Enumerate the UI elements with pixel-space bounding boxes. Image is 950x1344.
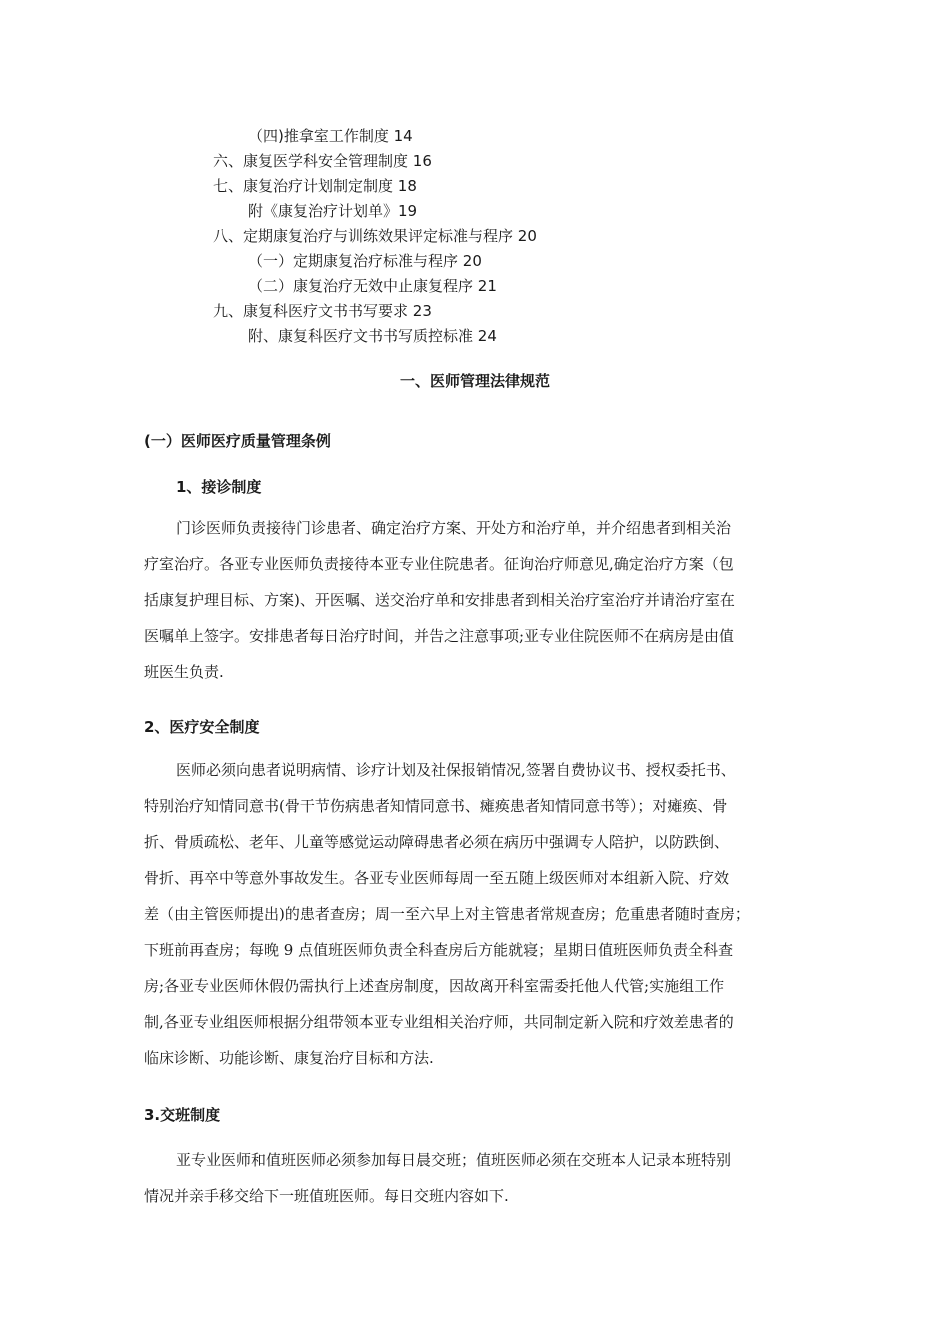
section-title: 一、医师管理法律规范 — [399, 372, 550, 390]
paragraph-medical-safety — [144, 752, 810, 1076]
toc-entry-treatment-plan: 七、康复治疗计划制定制度 18 — [213, 177, 417, 195]
paragraph-shift-handover — [144, 1142, 810, 1214]
item-heading-medical-safety: 2、医疗安全制度 — [144, 718, 260, 736]
paragraph-line: 制,各亚专业组医师根据分组带领本亚专业组相关治疗师，共同制定新入院和疗效差患者的 — [144, 1013, 734, 1031]
paragraph-line: 医师必须向患者说明病情、诊疗计划及社保报销情况,签署自费协议书、授权委托书、 — [176, 761, 736, 779]
paragraph-line: 临床诊断、功能诊断、康复治疗目标和方法. — [144, 1049, 434, 1067]
paragraph-line: 亚专业医师和值班医师必须参加每日晨交班；值班医师必须在交班本人记录本班特别 — [176, 1151, 732, 1169]
paragraph-line: 门诊医师负责接待门诊患者、确定治疗方案、开处方和治疗单，并介绍患者到相关治 — [176, 519, 732, 537]
paragraph-line: 差（由主管医师提出)的患者查房；周一至六早上对主管患者常规查房；危重患者随时查房； — [144, 905, 750, 923]
toc-entry-massage-room: （四)推拿室工作制度 14 — [248, 127, 413, 145]
toc-entry-document-quality-control: 附、康复科医疗文书书写质控标准 24 — [248, 327, 497, 345]
paragraph-line: 房;各亚专业医师休假仍需执行上述查房制度，因故离开科室需委托他人代管;实施组工作 — [144, 977, 725, 995]
paragraph-line: 骨折、再卒中等意外事故发生。各亚专业医师每周一至五随上级医师对本组新入院、疗效 — [144, 869, 730, 887]
toc-entry-evaluation-standards: 八、定期康复治疗与训练效果评定标准与程序 20 — [213, 227, 537, 245]
paragraph-line: 下班前再查房；每晚 9 点值班医师负责全科查房后方能就寝；星期日值班医师负责全科查 — [144, 941, 734, 959]
paragraph-reception — [144, 510, 810, 690]
paragraph-line: 特别治疗知情同意书(骨干节伤病患者知情同意书、瘫痪患者知情同意书等）；对瘫痪、骨 — [144, 797, 728, 815]
toc-entry-document-requirements: 九、康复科医疗文书书写要求 23 — [213, 302, 432, 320]
subsection-title: (一）医师医疗质量管理条例 — [144, 432, 331, 450]
item-heading-shift-handover: 3.交班制度 — [144, 1106, 221, 1124]
toc-entry-periodic-standards: （一）定期康复治疗标准与程序 20 — [248, 252, 482, 270]
paragraph-line: 折、骨质疏松、老年、儿童等感觉运动障碍患者必须在病历中强调专人陪护，以防跌倒、 — [144, 833, 730, 851]
paragraph-line: 班医生负责. — [144, 663, 224, 681]
paragraph-line: 医嘱单上签字。安排患者每日治疗时间，并告之注意事项;亚专业住院医师不在病房是由值 — [144, 627, 735, 645]
paragraph-line: 疗室治疗。各亚专业医师负责接待本亚专业住院患者。征询治疗师意见,确定治疗方案（包 — [144, 555, 734, 573]
toc-entry-safety-management: 六、康复医学科安全管理制度 16 — [213, 152, 432, 170]
paragraph-line: 括康复护理目标、方案)、开医嘱、送交治疗单和安排患者到相关治疗室治疗并请治疗室在 — [144, 591, 735, 609]
toc-entry-treatment-plan-form: 附《康复治疗计划单》19 — [248, 202, 418, 220]
item-heading-reception: 1、接诊制度 — [176, 478, 262, 496]
paragraph-line: 情况并亲手移交给下一班值班医师。每日交班内容如下. — [144, 1187, 509, 1205]
toc-entry-termination-procedure: （二）康复治疗无效中止康复程序 21 — [248, 277, 497, 295]
